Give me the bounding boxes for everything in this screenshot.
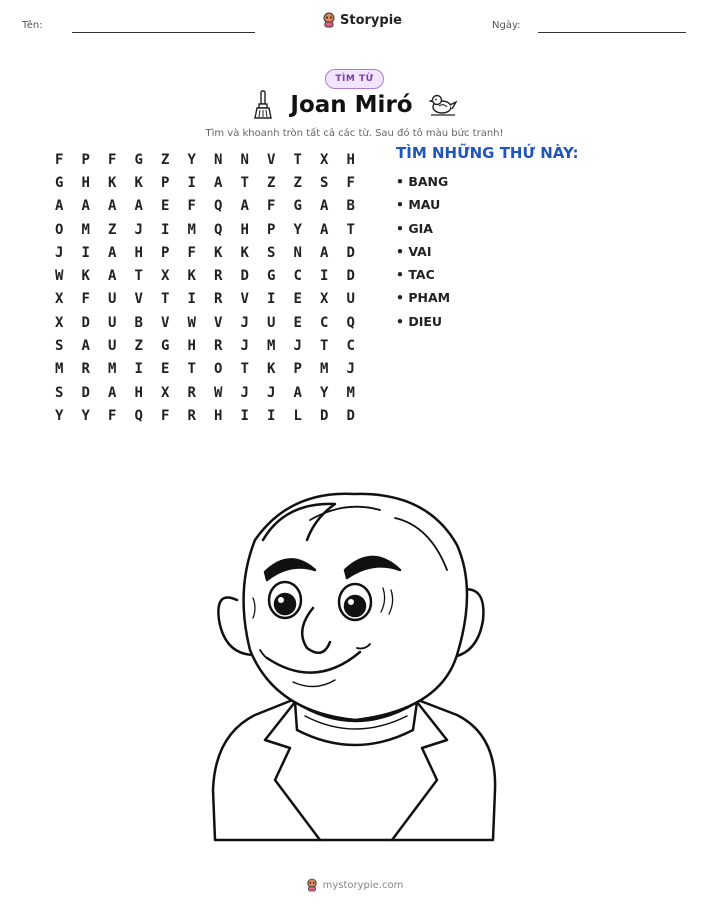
grid-letter[interactable]: I [267,291,276,308]
grid-letter[interactable]: J [240,338,249,355]
grid-letter[interactable]: K [134,174,143,191]
grid-letter[interactable]: T [346,221,355,238]
name-label: Tên: [22,20,43,31]
grid-letter[interactable]: J [240,384,249,401]
grid-row [46,171,364,194]
word-list-item: • MAU [396,197,441,213]
grid-letter[interactable]: R [214,268,223,285]
word-search-grid [46,148,364,428]
grid-letter[interactable]: S [55,384,64,401]
grid-letter[interactable]: G [55,174,64,191]
grid-letter[interactable]: P [81,151,90,168]
grid-letter[interactable]: O [55,221,64,238]
grid-letter[interactable]: F [187,198,196,215]
grid-letter[interactable]: T [240,174,249,191]
grid-row [46,148,364,171]
paintbrush-icon [252,90,274,120]
grid-letter[interactable]: G [134,151,143,168]
grid-letter[interactable]: Y [81,407,90,424]
grid-letter[interactable]: M [108,361,117,378]
grid-letter[interactable]: P [161,174,170,191]
grid-letter[interactable]: P [161,244,170,261]
grid-letter[interactable]: A [55,198,64,215]
grid-letter[interactable]: X [161,268,170,285]
grid-letter[interactable]: M [55,361,64,378]
date-label: Ngày: [492,20,521,31]
grid-letter[interactable]: H [134,244,143,261]
grid-letter[interactable]: U [108,291,117,308]
footer-url[interactable]: mystorypie.com [322,879,404,891]
grid-letter[interactable]: Z [293,174,302,191]
grid-letter[interactable]: I [81,244,90,261]
grid-letter[interactable]: V [134,291,143,308]
grid-letter[interactable]: E [293,314,302,331]
storypie-mascot-icon [322,12,336,28]
grid-letter[interactable]: P [293,361,302,378]
grid-letter[interactable]: A [320,198,329,215]
grid-letter[interactable]: F [81,291,90,308]
grid-letter[interactable]: K [187,268,196,285]
grid-letter[interactable]: H [346,151,355,168]
grid-letter[interactable]: F [55,151,64,168]
grid-letter[interactable]: S [55,338,64,355]
word-list-item: • GIA [396,220,433,236]
grid-letter[interactable]: T [134,268,143,285]
grid-letter[interactable]: I [320,268,329,285]
grid-letter[interactable]: H [134,384,143,401]
grid-letter[interactable]: D [81,384,90,401]
grid-letter[interactable]: F [187,244,196,261]
grid-letter[interactable]: B [134,314,143,331]
grid-letter[interactable]: J [346,361,355,378]
grid-letter[interactable]: T [187,361,196,378]
grid-letter[interactable]: W [187,314,196,331]
grid-letter[interactable]: N [214,151,223,168]
grid-letter[interactable]: I [267,407,276,424]
brand-name: Storypie [340,12,402,28]
grid-letter[interactable]: V [161,314,170,331]
grid-letter[interactable]: U [108,314,117,331]
grid-letter[interactable]: I [187,174,196,191]
grid-row [46,358,364,381]
grid-letter[interactable]: Q [346,314,355,331]
word-list-title: TÌM NHỮNG THỨ NÀY: [396,144,579,162]
storypie-mascot-icon [306,878,318,892]
grid-letter[interactable]: Y [55,407,64,424]
grid-letter[interactable]: Z [161,151,170,168]
grid-letter[interactable]: D [81,314,90,331]
grid-letter[interactable]: A [293,384,302,401]
grid-letter[interactable]: M [187,221,196,238]
grid-letter[interactable]: Y [320,384,329,401]
grid-letter[interactable]: D [346,268,355,285]
grid-letter[interactable]: S [267,244,276,261]
word-list-item: • BANG [396,174,449,189]
word-list [396,170,450,333]
grid-row [46,288,364,311]
grid-letter[interactable]: V [267,151,276,168]
grid-letter[interactable]: C [320,314,329,331]
word-search-badge: TÌM TỪ [325,69,383,89]
grid-letter[interactable]: G [161,338,170,355]
grid-letter[interactable]: J [240,314,249,331]
grid-row [46,241,364,264]
grid-letter[interactable]: M [81,221,90,238]
grid-letter[interactable]: D [346,407,355,424]
grid-letter[interactable]: K [214,244,223,261]
grid-letter[interactable]: I [240,407,249,424]
date-line[interactable] [538,32,686,33]
grid-letter[interactable]: I [161,221,170,238]
grid-letter[interactable]: Y [293,221,302,238]
grid-letter[interactable]: U [108,338,117,355]
grid-letter[interactable]: A [214,174,223,191]
grid-row [46,195,364,218]
grid-letter[interactable]: K [240,244,249,261]
grid-letter[interactable]: A [108,198,117,215]
grid-letter[interactable]: H [187,338,196,355]
footer [0,878,709,892]
grid-letter[interactable]: C [293,268,302,285]
grid-letter[interactable]: R [187,407,196,424]
grid-letter[interactable]: U [267,314,276,331]
word-list-item: • PHAM [396,290,451,306]
grid-letter[interactable]: H [240,221,249,238]
grid-letter[interactable]: W [214,384,223,401]
grid-row [46,218,364,241]
grid-letter[interactable]: A [108,268,117,285]
grid-letter[interactable]: M [320,361,329,378]
grid-letter[interactable]: X [320,151,329,168]
grid-letter[interactable]: H [214,407,223,424]
grid-letter[interactable]: A [320,221,329,238]
grid-letter[interactable]: M [267,338,276,355]
grid-letter[interactable]: F [108,407,117,424]
grid-letter[interactable]: N [293,244,302,261]
grid-letter[interactable]: K [267,361,276,378]
grid-letter[interactable]: P [267,221,276,238]
grid-letter[interactable]: Z [108,221,117,238]
grid-letter[interactable]: H [81,174,90,191]
grid-letter[interactable]: A [81,338,90,355]
grid-letter[interactable]: K [108,174,117,191]
grid-letter[interactable]: V [240,291,249,308]
grid-letter[interactable]: A [108,244,117,261]
grid-letter[interactable]: B [346,198,355,215]
grid-letter[interactable]: R [187,384,196,401]
grid-letter[interactable]: A [81,198,90,215]
grid-letter[interactable]: T [293,151,302,168]
grid-letter[interactable]: R [81,361,90,378]
word-list-item: • TAC [396,267,435,283]
grid-letter[interactable]: M [346,384,355,401]
grid-letter[interactable]: R [214,291,223,308]
grid-letter[interactable]: I [187,291,196,308]
grid-letter[interactable]: X [55,291,64,308]
grid-letter[interactable]: A [108,384,117,401]
grid-letter[interactable]: T [240,361,249,378]
word-list-item: • DIEU [396,313,443,329]
grid-letter[interactable]: E [161,361,170,378]
grid-letter[interactable]: T [161,291,170,308]
word-list-item: • VAI [396,243,432,259]
grid-letter[interactable]: J [134,221,143,238]
grid-row [46,311,364,334]
grid-letter[interactable]: D [320,407,329,424]
grid-letter[interactable]: Q [214,221,223,238]
grid-letter[interactable]: X [55,314,64,331]
grid-letter[interactable]: S [320,174,329,191]
grid-row [46,334,364,357]
grid-letter[interactable]: I [134,361,143,378]
grid-letter[interactable]: F [267,198,276,215]
grid-letter[interactable]: J [293,338,302,355]
grid-letter[interactable]: Z [134,338,143,355]
grid-letter[interactable]: K [81,268,90,285]
grid-letter[interactable]: F [108,151,117,168]
grid-letter[interactable]: A [134,198,143,215]
grid-letter[interactable]: N [240,151,249,168]
brand-logo [322,12,402,28]
grid-letter[interactable]: F [346,174,355,191]
joan-miro-coloring-illustration [195,480,515,860]
grid-letter[interactable]: G [293,198,302,215]
grid-letter[interactable]: C [346,338,355,355]
grid-letter[interactable]: Q [214,198,223,215]
grid-letter[interactable]: X [320,291,329,308]
grid-row [46,381,364,404]
grid-letter[interactable]: J [55,244,64,261]
grid-letter[interactable]: T [320,338,329,355]
grid-letter[interactable]: D [240,268,249,285]
grid-row [46,404,364,427]
grid-letter[interactable]: L [293,407,302,424]
grid-letter[interactable]: F [161,407,170,424]
grid-letter[interactable]: E [161,198,170,215]
grid-letter[interactable]: R [214,338,223,355]
grid-letter[interactable]: A [240,198,249,215]
grid-letter[interactable]: O [214,361,223,378]
page-title: Joan Miró [290,92,413,118]
grid-letter[interactable]: V [214,314,223,331]
instructions: Tìm và khoanh tròn tất cả các từ. Sau đó tô màu bức tranh! [205,128,504,139]
grid-letter[interactable]: D [346,244,355,261]
grid-letter[interactable]: Z [267,174,276,191]
grid-letter[interactable]: Y [187,151,196,168]
grid-letter[interactable]: A [320,244,329,261]
name-line[interactable] [72,32,255,33]
grid-row [46,264,364,287]
grid-letter[interactable]: J [267,384,276,401]
grid-letter[interactable]: W [55,268,64,285]
bird-icon [429,92,457,118]
grid-letter[interactable]: X [161,384,170,401]
grid-letter[interactable]: G [267,268,276,285]
grid-letter[interactable]: E [293,291,302,308]
grid-letter[interactable]: Q [134,407,143,424]
grid-letter[interactable]: U [346,291,355,308]
